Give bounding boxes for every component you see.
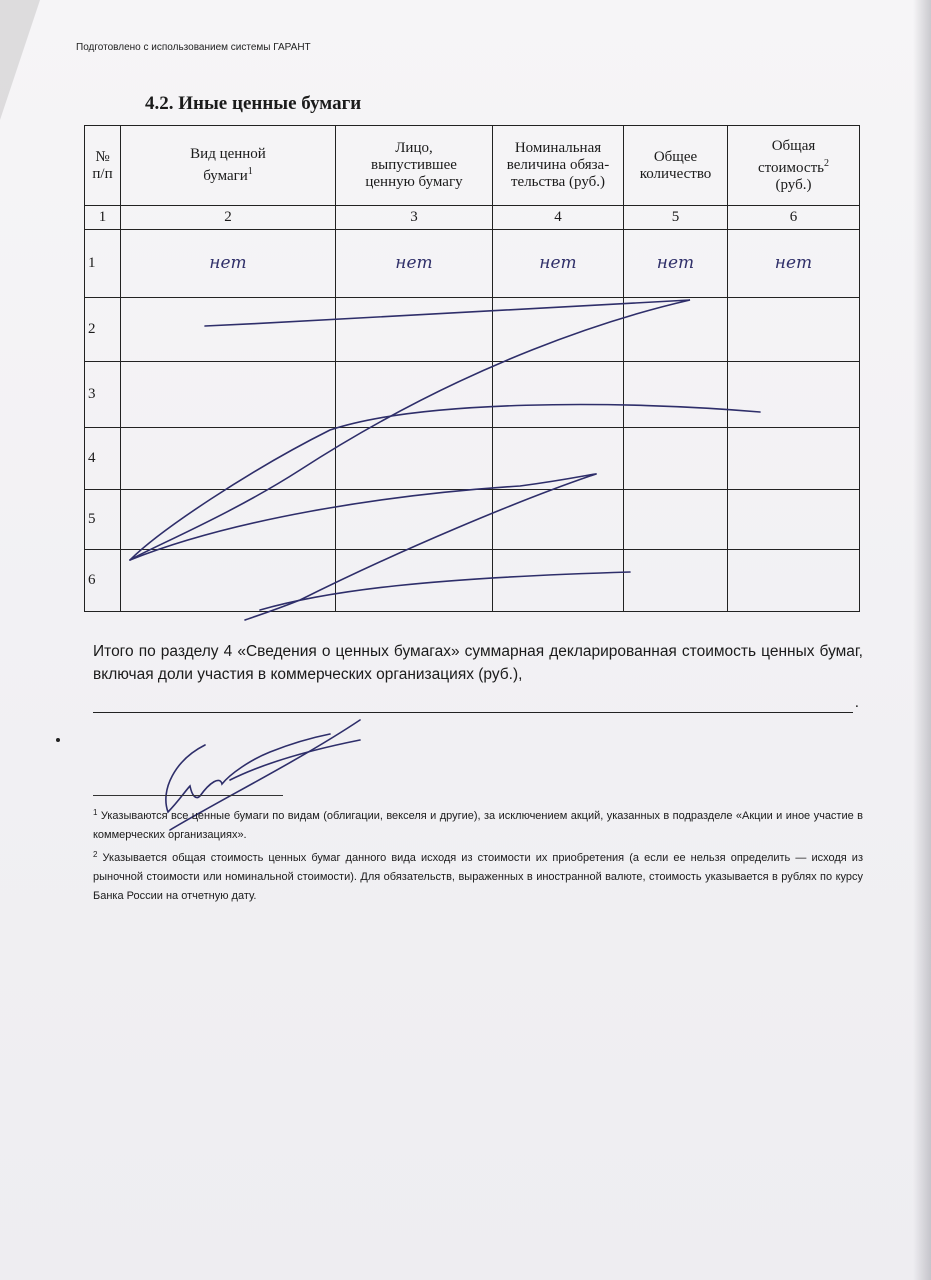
total-value-line bbox=[93, 712, 853, 713]
table-cell bbox=[121, 362, 336, 428]
table-cell bbox=[493, 298, 624, 362]
table-cell: нет bbox=[336, 230, 493, 298]
table-row bbox=[85, 490, 860, 550]
footnote-separator bbox=[93, 795, 283, 796]
signature-stroke bbox=[166, 734, 330, 812]
table-cell bbox=[336, 490, 493, 550]
column-number: 2 bbox=[121, 206, 336, 230]
col-header-label: Лицо, выпустившее ценную бумагу bbox=[365, 140, 463, 190]
col-header-label: № п/п bbox=[92, 148, 113, 182]
row-number: 2 bbox=[85, 298, 121, 362]
table-cell: нет bbox=[624, 230, 728, 298]
table-cell bbox=[121, 428, 336, 490]
row-number: 4 bbox=[85, 428, 121, 490]
row-number: 6 bbox=[85, 550, 121, 612]
column-number: 3 bbox=[336, 206, 493, 230]
table-row bbox=[85, 298, 860, 362]
row-number: 5 bbox=[85, 490, 121, 550]
table-header-row bbox=[85, 126, 860, 206]
table-cell bbox=[728, 490, 860, 550]
table-cell bbox=[728, 428, 860, 490]
table-cell bbox=[336, 362, 493, 428]
section-title: 4.2. Иные ценные бумаги bbox=[145, 93, 362, 114]
page-corner-fold bbox=[0, 0, 40, 120]
total-end-mark: . bbox=[855, 695, 859, 711]
table-cell bbox=[624, 362, 728, 428]
col-header-quantity bbox=[624, 126, 728, 206]
table-cell bbox=[121, 550, 336, 612]
table-cell bbox=[624, 298, 728, 362]
table-row bbox=[85, 428, 860, 490]
table-cell: нет bbox=[728, 230, 860, 298]
col-header-security-type bbox=[121, 126, 336, 206]
table-cell bbox=[493, 550, 624, 612]
footnote-ref: 1 bbox=[247, 166, 253, 177]
source-header: Подготовлено с использованием системы ГАРАНТ bbox=[76, 42, 311, 53]
footnote-text: Указываются все ценные бумаги по видам (облигации, векселя и другие), за исключением акций, указанных в подразделе «Акции и иное участие в коммерческих организациях». bbox=[93, 810, 863, 841]
column-number: 5 bbox=[624, 206, 728, 230]
table-row bbox=[85, 362, 860, 428]
column-number: 4 bbox=[493, 206, 624, 230]
column-number: 1 bbox=[85, 206, 121, 230]
table-cell bbox=[624, 428, 728, 490]
col-header-label: Общее количество bbox=[639, 148, 712, 182]
table-row bbox=[85, 550, 860, 612]
table-row bbox=[85, 230, 860, 298]
col-header-label: Номинальная величина обяза- тельства (руб.) bbox=[506, 140, 610, 190]
securities-table bbox=[84, 125, 860, 612]
table-cell bbox=[336, 298, 493, 362]
table-cell bbox=[493, 490, 624, 550]
footnote-marker: 2 bbox=[93, 850, 98, 859]
section-total-text: Итого по разделу 4 «Сведения о ценных бумагах» суммарная декларированная стоимость ценных бумаг, включая доли участия в коммерческих организациях (руб.), bbox=[93, 643, 863, 683]
table-cell: нет bbox=[121, 230, 336, 298]
col-header-number bbox=[85, 126, 121, 206]
row-number: 1 bbox=[85, 230, 121, 298]
ink-dot bbox=[56, 738, 60, 742]
footnotes bbox=[93, 803, 863, 906]
table-cell bbox=[728, 550, 860, 612]
col-header-label: Общая стоимость bbox=[758, 137, 824, 176]
col-header-label-tail: (руб.) bbox=[775, 176, 812, 193]
page-edge-shadow bbox=[913, 0, 931, 1280]
col-header-label: Вид ценной бумаги bbox=[190, 146, 266, 184]
table-cell bbox=[728, 298, 860, 362]
table-cell bbox=[728, 362, 860, 428]
row-number: 3 bbox=[85, 362, 121, 428]
col-header-issuer bbox=[336, 126, 493, 206]
column-number-row bbox=[85, 206, 860, 230]
table-cell bbox=[493, 362, 624, 428]
table-cell: нет bbox=[493, 230, 624, 298]
footnote-text: Указывается общая стоимость ценных бумаг данного вида исходя из стоимости их приобретения (а если ее нельзя определить — исходя из рыночной стоимости или номинальной стоимости). Для обязательств, выраженных в иностранной валюте, стоимость указывается в рублях по курсу Банка России на отчетную дату. bbox=[93, 852, 863, 902]
table-cell bbox=[493, 428, 624, 490]
table-cell bbox=[121, 490, 336, 550]
table-cell bbox=[336, 550, 493, 612]
table-cell bbox=[624, 490, 728, 550]
footnote-marker: 1 bbox=[93, 808, 98, 817]
col-header-nominal-value bbox=[493, 126, 624, 206]
table-cell bbox=[624, 550, 728, 612]
footnote-2 bbox=[93, 845, 863, 906]
footnote-1 bbox=[93, 803, 863, 845]
table-cell bbox=[336, 428, 493, 490]
column-number: 6 bbox=[728, 206, 860, 230]
col-header-total-value bbox=[728, 126, 860, 206]
table-cell bbox=[121, 298, 336, 362]
footnote-ref: 2 bbox=[823, 157, 829, 169]
signature-stroke bbox=[230, 740, 360, 780]
